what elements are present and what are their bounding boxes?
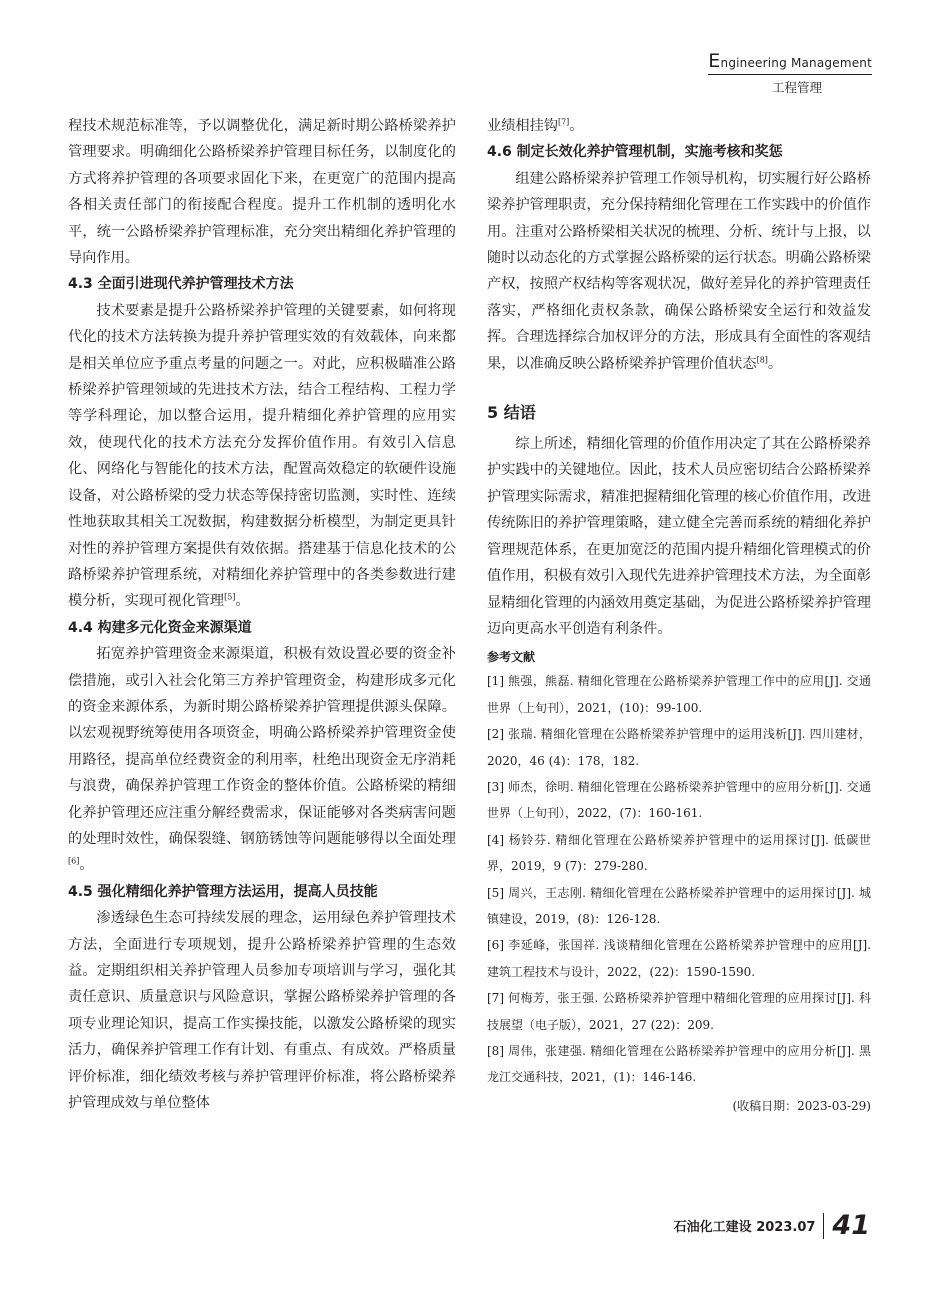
paragraph-conclusion: 综上所述，精细化管理的价值作用决定了其在公路桥梁养护实践中的关键地位。因此，技术人员应密切结合公路桥梁养护管理实际需求，精准把握精细化管理的核心价值作用，改进传统陈旧的养护管理策略，建立健全完善而系统的精细化养护管理规范体系，在更加宽泛的范围内提升精细化管理模式的价值作用，积极有效引入现代先进养护管理技术方法，为全面彰显精细化管理的内涵效用奠定基础，为促进公路桥梁养护管理迈向更高水平创造有利条件。 <box>487 436 871 637</box>
section-heading-4-5: 4.5 强化精细化养护管理方法运用，提高人员技能 <box>68 883 378 900</box>
reference-item: [7] 何梅芳，张王强. 公路桥梁养护管理中精细化管理的应用探讨[J]. 科技展望（电子版），2021，27 (22)：209. <box>487 991 871 1032</box>
references-heading: 参考文献 <box>487 650 536 665</box>
paragraph-4-5: 渗透绿色生态可持续发展的理念，运用绿色养护管理技术方法，全面进行专项规划，提升公路桥梁养护管理的生态效益。定期组织相关养护管理人员参加专项培训与学习，强化其责任意识、质量意识与风险意识，掌握公路桥梁养护管理的各项专业理论知识，提高工作实操技能，以激发公路桥梁的现实活力，确保养护管理工作有计划、有重点、有成效。严格质量评价标准，细化绩效考核与养护管理评价标准，将公路桥梁养护管理成效与单位整体 <box>68 910 456 1112</box>
citation-6: [6] <box>68 856 80 866</box>
reference-item: [1] 熊强，熊磊. 精细化管理在公路桥梁养护管理工作中的应用[J]. 交通世界（上旬刊），2021，(10)：99-100. <box>487 674 871 715</box>
paragraph-4-5-continued: 业绩相挂钩[7]。 <box>487 117 584 134</box>
reference-item: [4] 杨铃芬. 精细化管理在公路桥梁养护管理中的运用探讨[J]. 低碳世界，2019，9 (7)：279-280. <box>487 832 871 874</box>
right-column <box>487 113 871 1119</box>
left-column <box>68 113 456 1116</box>
section-heading-4-6: 4.6 制定长效化养护管理机制，实施考核和奖惩 <box>487 144 783 161</box>
reference-item: [2] 张瑞. 精细化管理在公路桥梁养护管理中的运用浅析[J]. 四川建材，2020，46 (4)：178，182. <box>487 727 871 768</box>
received-date: (收稿日期：2023-03-29) <box>732 1098 871 1113</box>
section-heading-5-conclusion: 5 结语 <box>487 403 536 423</box>
reference-item: [5] 周兴，王志刚. 精细化管理在公路桥梁养护管理中的运用探讨[J]. 城镇建设，2019，(8)：126-128. <box>487 885 871 926</box>
paragraph-4-2-continued: 程技术规范标准等，予以调整优化，满足新时期公路桥梁养护管理要求。明确细化公路桥梁养护管理目标任务，以制度化的方式将养护管理的各项要求固化下来，在更宽广的范围内提高各相关责任部门的衔接配合程度。提升工作机制的透明化水平，统一公路桥梁养护管理标准，充分突出精细化养护管理的导向作用。 <box>68 118 456 267</box>
citation-5: [5] <box>224 592 236 602</box>
header-english-title: Engineering Management <box>708 50 872 75</box>
paragraph-4-6: 组建公路桥梁养护管理工作领导机构，切实履行好公路桥梁养护管理职责，充分保持精细化管理在工作实践中的价值作用。注重对公路桥梁相关状况的梳理、分析、统计与上报，以随时以动态化的方式掌握公路桥梁的运行状态。明确公路桥梁产权，按照产权结构等客观状况，做好差异化的养护管理责任落实，严格细化责权条款，确保公路桥梁安全运行和效益发挥。合理选择综合加权评分的方法，形成具有全面性的客观结果，以准确反映公路桥梁养护管理价值状态[8]。 <box>487 170 871 372</box>
header-chinese-title: 工程管理 <box>771 80 822 95</box>
paragraph-4-3: 技术要素是提升公路桥梁养护管理的关键要素，如何将现代化的技术方法转换为提升养护管理实效的有效载体，向来都是相关单位应予重点考量的问题之一。对此，应积极瞄准公路桥梁养护管理领域的先进技术方法，结合工程结构、工程力学等学科理论，加以整合运用，提升精细化养护管理的应用实效，使现代化的技术方法充分发挥价值作用。有效引入信息化、网络化与智能化的技术方法，配置高效稳定的软硬件设施设备，对公路桥梁的受力状态等保持密切监测，实时性、连续性地获取其相关工况数据，构建数据分析模型，为制定更具针对性的养护管理方案提供有效依据。搭建基于信息化技术的公路桥梁养护管理系统，对精细化养护管理中的各类参数进行建模分析，实现可视化管理[5]。 <box>68 302 456 610</box>
reference-item: [6] 李延峰，张国祥. 浅谈精细化管理在公路桥梁养护管理中的应用[J]. 建筑工程技术与设计，2022，(22)：1590-1590. <box>487 938 871 979</box>
running-header <box>708 50 872 96</box>
reference-item: [8] 周伟，张建强. 精细化管理在公路桥梁养护管理中的应用分析[J]. 黑龙江交通科技，2021，(1)：146-146. <box>487 1044 871 1085</box>
page-number: 41 <box>832 1210 870 1241</box>
page-footer <box>674 1210 870 1241</box>
paragraph-4-4: 拓宽养护管理资金来源渠道，积极有效设置必要的资金补偿措施，或引入社会化第三方养护管理资金，构建形成多元化的资金来源体系，为新时期公路桥梁养护管理提供源头保障。以宏观视野统筹使用各项资金，明确公路桥梁养护管理资金使用路径，提高单位经费资金的利用率，杜绝出现资金无序消耗与浪费，确保养护管理工作资金的整体价值。公路桥梁的精细化养护管理还应注重分解经费需求，保证能够对各类病害问题的处理时效性，确保裂缝、钢筋锈蚀等问题能够得以全面处理[6]。 <box>68 646 456 874</box>
section-heading-4-4: 4.4 构建多元化资金来源渠道 <box>68 619 252 636</box>
footer-divider <box>823 1213 824 1239</box>
reference-item: [3] 师杰，徐明. 精细化管理在公路桥梁养护管理中的应用分析[J]. 交通世界（上旬刊），2022，(7)：160-161. <box>487 779 871 821</box>
citation-7: [7] <box>557 117 570 127</box>
citation-8: [8] <box>756 354 768 364</box>
journal-issue: 石油化工建设 2023.07 <box>673 1220 816 1235</box>
section-heading-4-3: 4.3 全面引进现代养护管理技术方法 <box>68 276 294 293</box>
